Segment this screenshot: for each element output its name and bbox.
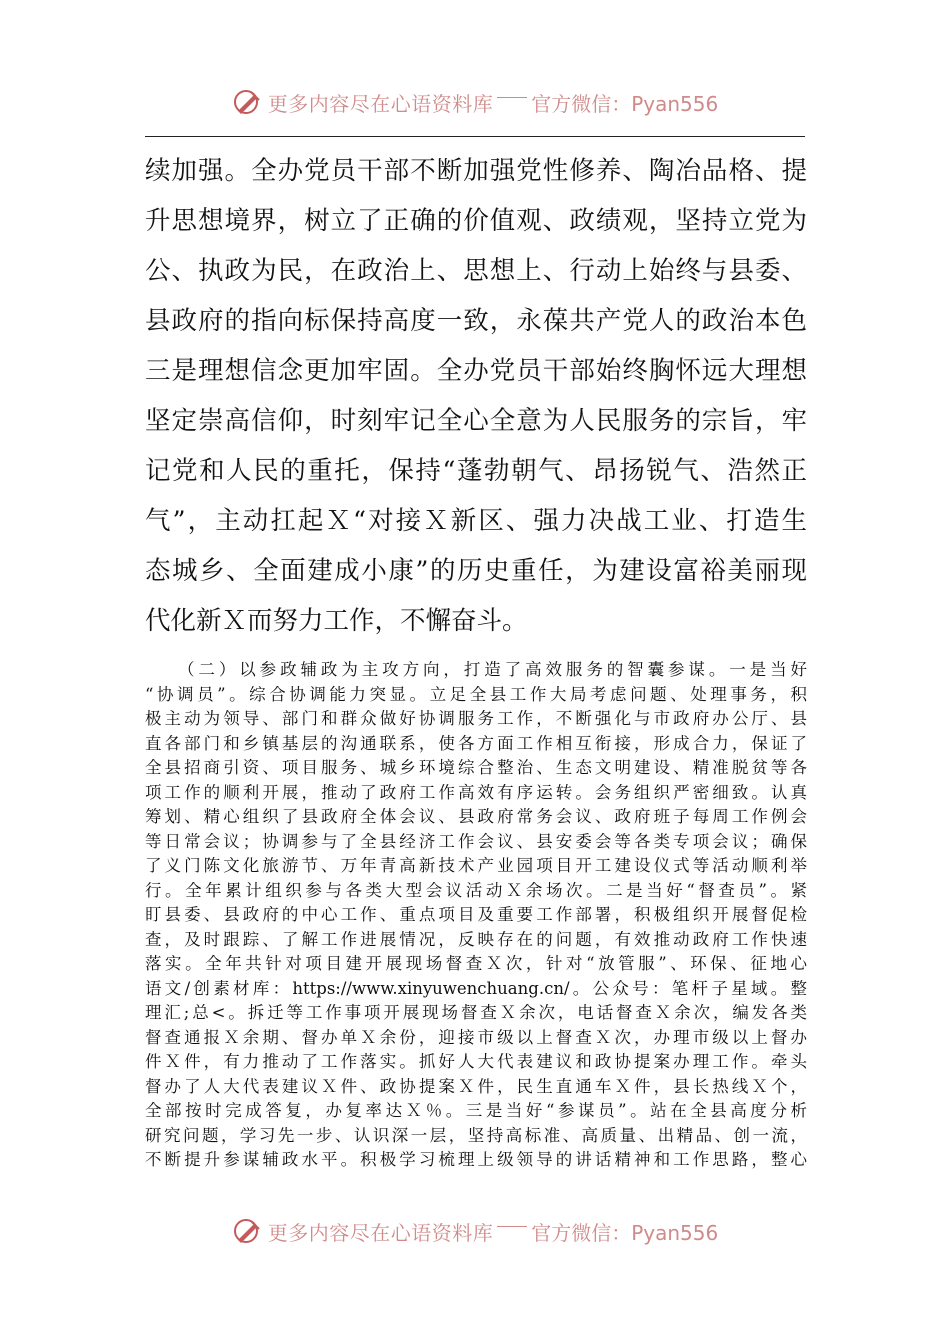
text-line: 三是理想信念更加牢固。全办党员干部始终胸怀远大理想	[145, 356, 807, 386]
paragraph-line: 项工作的顺利开展，推动了政府工作高效有序运转。会务组织严密细致。认真	[145, 782, 807, 802]
pen-logo-icon	[232, 87, 262, 117]
paragraph-line: “协调员”。综合协调能力突显。立足全县工作大局考虑问题、处理事务，积	[145, 684, 807, 704]
paragraph-line: 件Ｘ件，有力推动了工作落实。抓好人大代表建议和政协提案办理工作。牵头	[145, 1052, 807, 1071]
header-rule	[145, 136, 805, 137]
text-line: 气”，主动扛起Ｘ“对接Ｘ新区、强力决战工业、打造生	[145, 506, 807, 536]
watermark-dash	[497, 1226, 527, 1227]
paragraph-line: 不断提升参谋辅政水平。积极学习梳理上级领导的讲话精神和工作思路，整心	[145, 1150, 807, 1169]
footer-watermark	[0, 1211, 950, 1251]
paragraph-line: 研究问题，学习先一步、认识深一层，坚持高标准、高质量、出精品、创一流，	[145, 1125, 807, 1145]
paragraph-line: 行。全年累计组织参与各类大型会议活动Ｘ余场次。二是当好“督查员”。紧	[145, 880, 807, 900]
text-line: 县政府的指向标保持高度一致，永葆共产党人的政治本色	[145, 306, 807, 336]
paragraph-line: 全县招商引资、项目服务、城乡环境综合整治、生态文明建设、精准脱贫等各	[145, 758, 807, 777]
text-line: 公、执政为民，在政治上、思想上、行动上始终与县委、	[145, 256, 807, 286]
text-line: 态城乡、全面建成小康”的历史重任，为建设富裕美丽现	[145, 556, 807, 586]
paragraph-line: 极主动为领导、部门和群众做好协调服务工作，不断强化与市政府办公厅、县	[145, 709, 807, 728]
paragraph-line: 等日常会议；协调参与了全县经济工作会议、县安委会等各类专项会议；确保	[145, 831, 807, 851]
paragraph-line: 了义门陈文化旅游节、万年青高新技术产业园项目开工建设仪式等活动顺利举	[145, 856, 807, 875]
watermark-contact: 官方微信：Pyan556	[531, 91, 719, 116]
watermark-text: 更多内容尽在心语资料库	[267, 91, 494, 116]
paragraph-line: 落实。全年共针对项目建开展现场督查Ｘ次，针对“放管服”、环保、征地心	[145, 954, 807, 973]
text-line: 记党和人民的重托，保持“蓬勃朝气、昂扬锐气、浩然正	[145, 456, 807, 486]
paragraph-line: 理汇;总<。拆迁等工作事项开展现场督查Ｘ余次，电话督查Ｘ余次，编发各类	[145, 1003, 807, 1022]
paragraph-line: 直各部门和乡镇基层的沟通联系，使各方面工作相互衔接，形成合力，保证了	[145, 733, 807, 753]
large-text-block	[145, 146, 807, 646]
paragraph-line: 语文/创素材库：https://www.xinyuwenchuang.cn/。公众号：笔杆子星域。整	[145, 978, 807, 998]
paragraph-line: 筹划、精心组织了县政府全体会议、县政府常务会议、政府班子每周工作例会	[145, 807, 807, 826]
paragraph-line: 督办了人大代表建议Ｘ件、政协提案Ｘ件，民生直通车Ｘ件，县长热线Ｘ个，	[145, 1076, 808, 1096]
paragraph-line: 全部按时完成答复，办复率达Ｘ％。三是当好“参谋员”。站在全县高度分析	[145, 1101, 807, 1120]
paragraph-line: 查，及时跟踪、了解工作进展情况，反映存在的问题，有效推动政府工作快速	[145, 929, 807, 949]
text-line: 续加强。全办党员干部不断加强党性修养、陶冶品格、提	[145, 156, 807, 186]
watermark-text: 更多内容尽在心语资料库	[267, 1220, 494, 1245]
text-line: 坚定崇高信仰，时刻牢记全心全意为人民服务的宗旨，牢	[145, 406, 807, 436]
text-line: 升思想境界，树立了正确的价值观、政绩观，坚持立党为	[145, 206, 807, 236]
paragraph-line: （二）以参政辅政为主攻方向，打造了高效服务的智囊参谋。一是当好	[178, 660, 807, 679]
watermark-contact: 官方微信：Pyan556	[531, 1220, 719, 1245]
watermark-dash	[497, 97, 527, 98]
text-line: 代化新Ｘ而努力工作，不懈奋斗。	[145, 606, 528, 636]
small-text-block	[145, 658, 807, 1173]
pen-logo-icon	[232, 1216, 262, 1246]
header-watermark	[0, 82, 950, 122]
paragraph-line: 盯县委、县政府的中心工作、重点项目及重要工作部署，积极组织开展督促检	[145, 905, 807, 924]
paragraph-line: 督查通报Ｘ余期、督办单Ｘ余份，迎接市级以上督查Ｘ次，办理市级以上督办	[145, 1027, 807, 1047]
